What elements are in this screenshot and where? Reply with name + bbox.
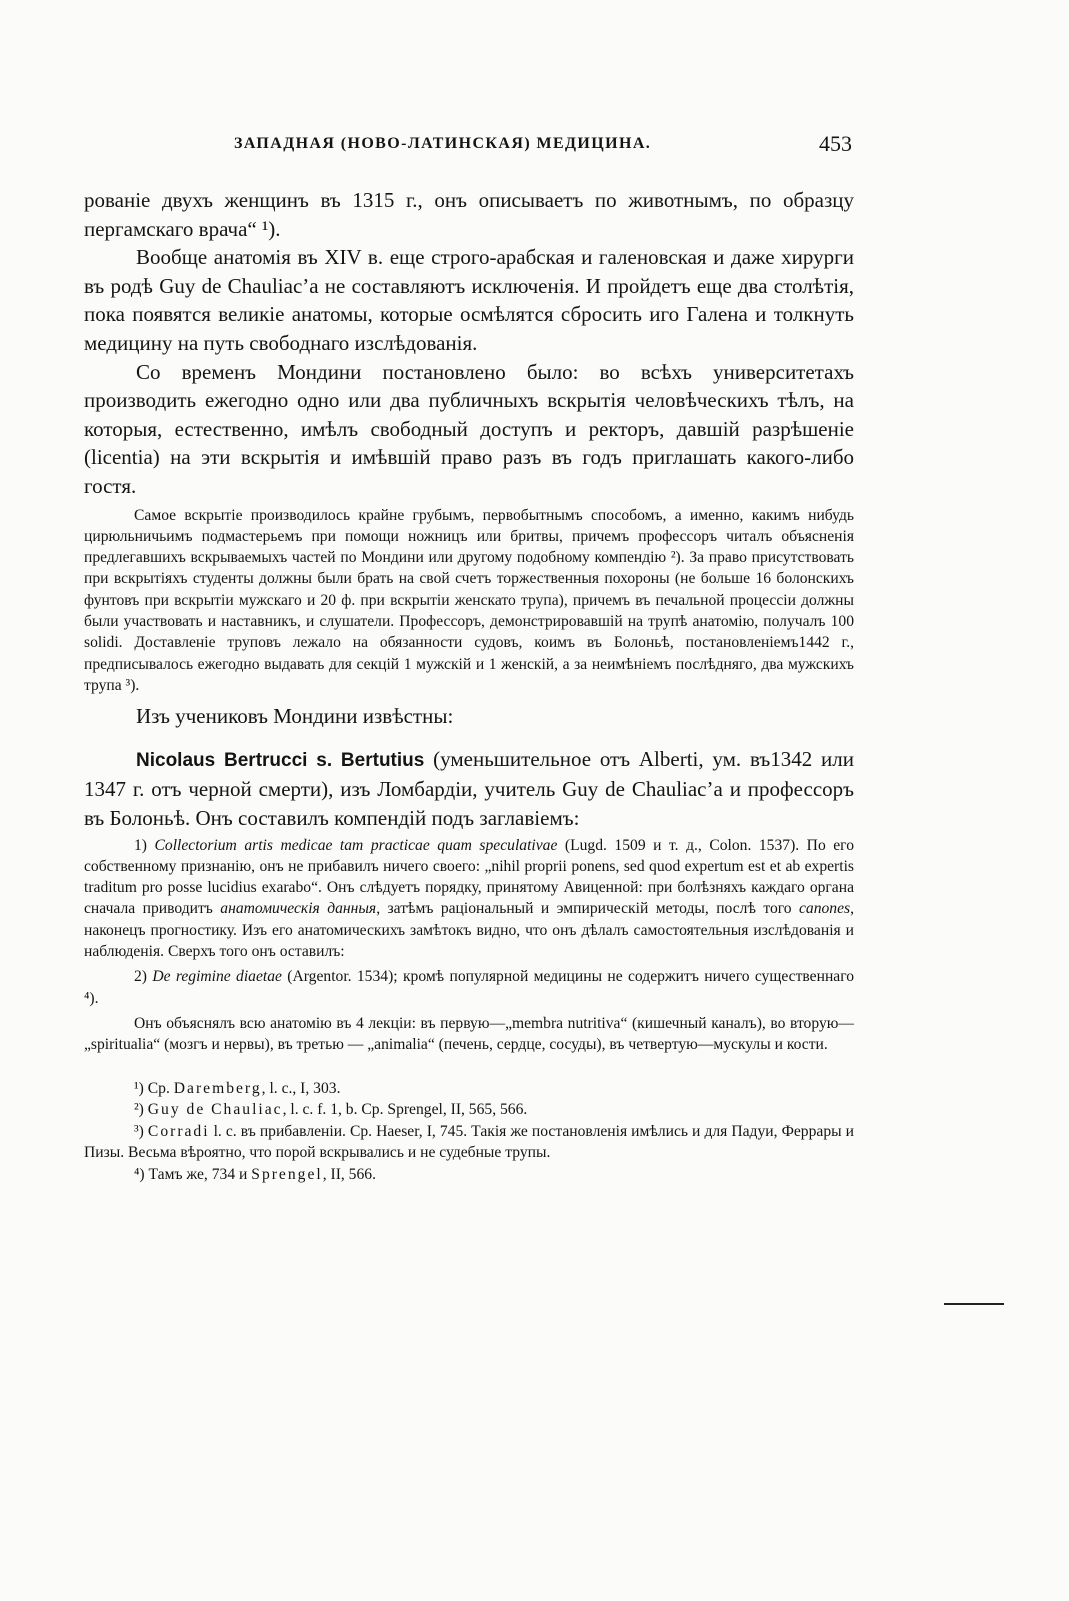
person-name: Nicolaus Bertrucci s. Bertutius xyxy=(136,749,425,771)
paragraph-four-lectures: Онъ объяснялъ всю анатомію въ 4 лекціи: въ первую—„membra nutritiva“ (кишечный каналъ), во вторую—„spiritualia“ (мозгъ и нервы), въ третью — „animalia“ (печень, сердце, сосуды), въ четвертую—мускулы и кости. xyxy=(84,1014,854,1054)
book-title: De regimine diaetae xyxy=(152,968,282,986)
paragraph-bertrucci: Nicolaus Bertrucci s. Bertutius (уменьшительное отъ Alberti, ум. въ1342 или 1347 г. отъ черной смерти), изъ Ломбардіи, учитель Guy de Chauliac’а и профессоръ въ Болоньѣ. Онъ составилъ компендій подъ заглавіемъ: xyxy=(84,746,854,830)
paragraph-continuation: рованіе двухъ женщинъ въ 1315 г., онъ описываетъ по животнымъ, по образцу пергамскаго врача“ ¹). xyxy=(84,188,854,241)
footnote-2: ²) Guy de Chauliac, l. c. f. 1, b. Cp. Sprengel, II, 565, 566. xyxy=(134,1101,528,1119)
page-number: 453 xyxy=(819,131,852,156)
footnote-4: ⁴) Тамъ же, 734 и Sprengel, II, 566. xyxy=(134,1165,376,1183)
footnote-1: ¹) Cp. Daremberg, l. c., I, 303. xyxy=(134,1079,341,1097)
paragraph-public-dissections: Со временъ Мондини постановлено было: во всѣхъ университетахъ производить ежегодно одно или два публичныхъ вскрытія человѣческихъ тѣлъ, на которыя, естественно, имѣлъ свободный доступъ и ректоръ, давшій разрѣшеніе (licentia) на эти вскрытія и имѣвшій право разъ въ годъ приглашать какого-либо гостя. xyxy=(84,359,854,498)
paragraph-de-regimine: 2) De regimine diaetae (Argentor. 1534); кромѣ популярной медицины не содержитъ ничего существеннаго ⁴). xyxy=(84,968,855,1007)
margin-dash-mark xyxy=(944,1303,1004,1305)
footnotes xyxy=(84,1078,854,1186)
paragraph-mondini-students-intro: Изъ учениковъ Мондини извѣстны: xyxy=(136,704,454,729)
page-body xyxy=(84,186,854,1185)
footnote-3: ³) Corradi l. c. въ прибавленіи. Cp. Haeser, I, 745. Такія же постановленія имѣлись и для Падуи, Феррары и Пизы. Весьма вѣроятно, что порой вскрывались и не судебные трупы. xyxy=(84,1122,854,1162)
running-header xyxy=(84,131,854,161)
paragraph-anatomy-14th-century: Вообще анатомія въ XIV в. еще строго-арабская и галеновская и даже хирурги въ родѣ Guy de Chauliac’а не составляютъ исключенія. И пройдетъ еще два столѣтія, пока появятся великіе анатомы, которые осмѣлятся сбросить иго Галена и толкнуть медицину на путь свободнаго изслѣдованія. xyxy=(84,245,854,355)
running-title: ЗАПАДНАЯ (НОВО-ЛАТИНСКАЯ) МЕДИЦИНА. xyxy=(234,135,652,152)
paragraph-collectorium: 1) Collectorium artis medicae tam practicae quam speculativae (Lugd. 1509 и т. д., Colon. 1537). По его собственному признанію, онъ не прибавилъ ничего своего: „nihil proprii ponens, sed quod expertum est et ab expertis traditum pro posse lucidius exarabo“. Онъ слѣдуетъ порядку, принятому Авиценной: при болѣзняхъ каждаго органа сначала приводитъ анатомическія данныя, затѣмъ раціональный и эмпирическій методы, послѣ того canones, наконецъ прогностику. Изъ его анатомическихъ замѣтокъ видно, что онъ дѣлалъ самостоятельныя изслѣдованія и наблюденія. Сверхъ того онъ оставилъ: xyxy=(84,836,855,961)
paragraph-dissection-details: Самое вскрытіе производилось крайне грубымъ, первобытнымъ способомъ, а именно, какимъ нибудь цирюльничьимъ подмастерьемъ при помощи ножницъ или бритвы, причемъ профессоръ читалъ объясненія предлегавшихъ вскрываемыхъ частей по Мондини или другому подобному компендію ²). За право присутствовать при вскрытіяхъ студенты должны были брать на свой счетъ торжественныя похороны (не больше 16 болонскихъ фунтовъ при вскрытіи мужскаго и 20 ф. при вскрытіи женскато трупа), причемъ въ печальной процессіи должны были участвовать и наставникъ, и слушатели. Профессоръ, демонстрировавшій на трупѣ анатомію, получалъ 100 solidi. Доставленіе труповъ лежало на обязанности судовъ, коимъ въ Болоньѣ, постановленіемъ1442 г., предписывалось ежегодно выдавать для секцій 1 мужскій и 1 женскій, а за неимѣніемъ послѣдняго, два мужскихъ трупа ³). xyxy=(84,506,854,694)
book-title: Collectorium artis medicae tam practicae quam speculativae xyxy=(154,836,558,854)
